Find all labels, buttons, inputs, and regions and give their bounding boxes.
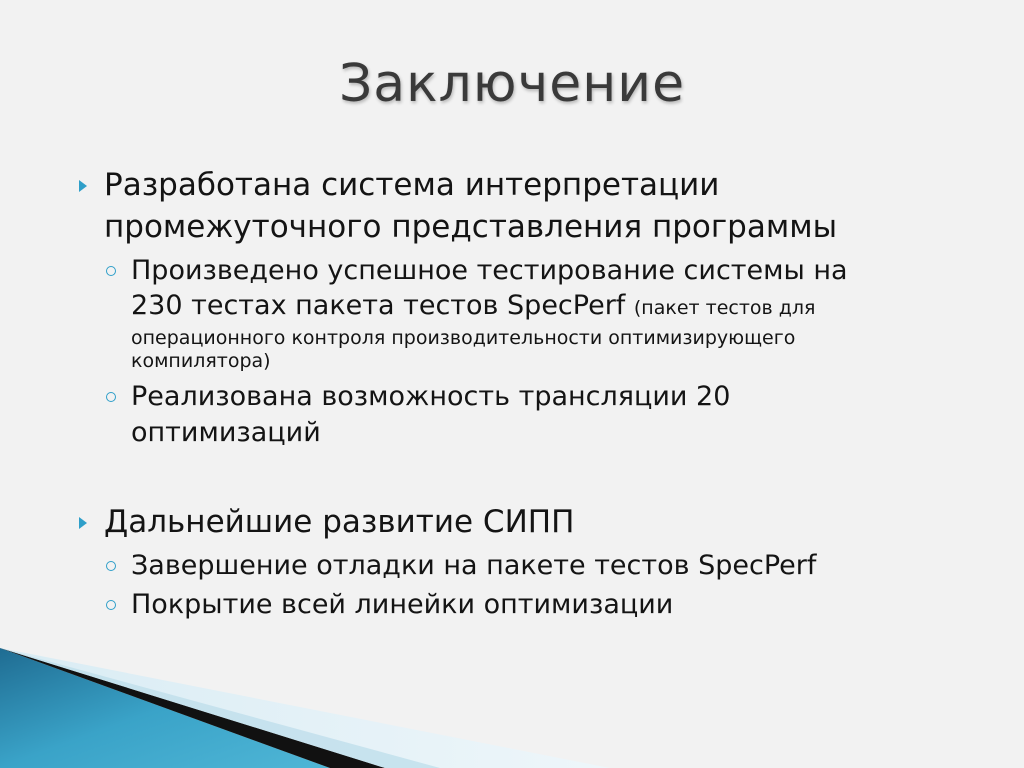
slide-title: Заключение — [338, 54, 686, 114]
sub-bullet-3-line-1: Завершение отладки на пакете тестов SpecPerf — [131, 550, 817, 581]
sub-bullet-4-line-1: Покрытие всей линейки оптимизации — [131, 589, 674, 620]
sub-bullet-1-main-text: 230 тестах пакета тестов SpecPerf — [131, 290, 634, 321]
bullet-1-line-2: промежуточного представления программы — [104, 209, 838, 245]
sub-bullet-2-line-2: оптимизаций — [131, 417, 321, 448]
sub-bullet-2-line-1: Реализована возможность трансляции 20 — [131, 381, 731, 412]
sub-bullet-1-line-3: операционного контроля производительности оптимизирующего — [131, 327, 796, 349]
bullet-1-line-1: Разработана система интерпретации — [104, 167, 720, 203]
bullet-2-line-1: Дальнейшие развитие СИПП — [104, 504, 575, 540]
sub-bullet-1-line-4: компилятора) — [131, 350, 271, 372]
sub-bullet-1-line-1: Произведено успешное тестирование системы на — [131, 255, 848, 286]
sub-bullet-1-note: (пакет тестов для — [633, 297, 816, 319]
